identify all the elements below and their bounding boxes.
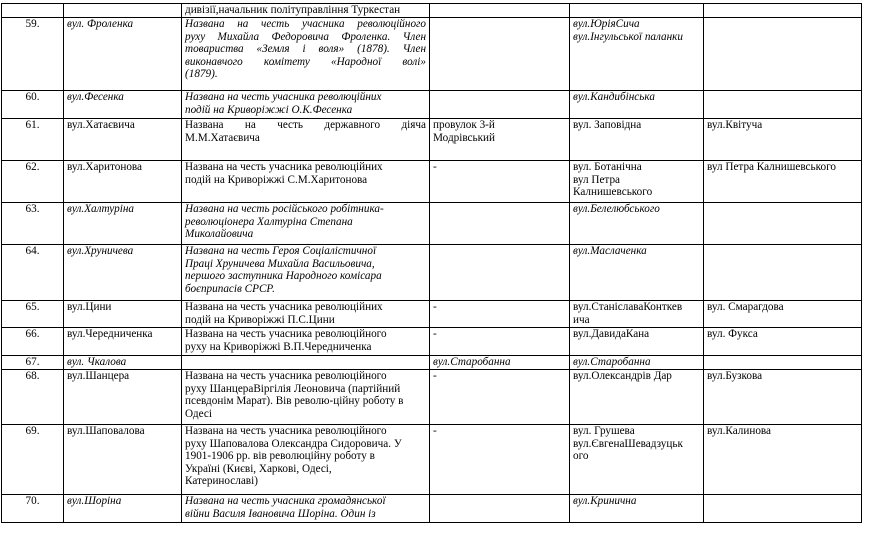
row-number: 60. [2, 91, 64, 119]
former-name-line: вул.Старобанна [433, 356, 511, 368]
proposed-name-line: вул.Олександрів Дар [573, 370, 672, 382]
former-name [430, 495, 570, 523]
proposed-name-line: вул.ДавидаКана [573, 328, 650, 340]
proposed-name-line: вул Петра [573, 173, 621, 186]
alternative-name [704, 203, 862, 245]
naming-description-line: псевдонім Марат). Вів револю-ційну роботу в [185, 395, 404, 408]
naming-description-line: першого заступника Народного комісара [185, 270, 382, 283]
former-name [430, 119, 570, 161]
table-row [2, 328, 862, 356]
row-number: 62. [2, 161, 64, 203]
naming-description [182, 356, 430, 370]
street-name: вул.Шанцера [64, 370, 182, 425]
table-row [2, 203, 862, 245]
table-row [2, 119, 862, 161]
row-number: 64. [2, 245, 64, 301]
table-row [2, 356, 862, 370]
naming-description-line: товариства «Земля і воля» (1878). Член [185, 43, 426, 56]
proposed-name-line: вул.Белелюбського [573, 203, 660, 215]
street-name: вул.Чередниченка [64, 328, 182, 356]
alternative-name [704, 425, 862, 495]
alternative-name-line: вул. Фукса [707, 328, 758, 340]
street-name: вул.Шоріна [64, 495, 182, 523]
naming-description-line: Катеринославі) [185, 475, 258, 488]
naming-description [182, 495, 430, 523]
proposed-name-line: ича [573, 313, 590, 326]
proposed-name [570, 245, 704, 301]
naming-description [182, 328, 430, 356]
alternative-name [704, 18, 862, 91]
street-name: вул.Харитонова [64, 161, 182, 203]
table-row [2, 301, 862, 328]
naming-description-line: подій на Криворіжжі П.С.Цини [185, 313, 335, 326]
alternative-name [704, 301, 862, 328]
former-name [430, 328, 570, 356]
table-row [2, 4, 862, 18]
naming-description-line: Названа на честь державного діяча [185, 119, 426, 131]
street-renaming-table [1, 3, 862, 523]
alternative-name [704, 328, 862, 356]
former-name [430, 370, 570, 425]
alternative-name-line: вул Петра Калнишевського [707, 161, 836, 173]
naming-description-line: виконавчого комітету «Народної волі» [185, 55, 426, 68]
alternative-name-line: вул. Смарагдова [707, 301, 784, 313]
naming-description-line: 1901-1906 рр. вів революційну роботу в [185, 450, 375, 463]
row-number: 59. [2, 18, 64, 91]
former-name [430, 356, 570, 370]
proposed-name [570, 119, 704, 161]
former-name [430, 91, 570, 119]
street-name: вул. Фроленка [64, 18, 182, 91]
naming-description-line: Названа на честь учасника революційного [185, 18, 426, 30]
naming-description-line: Названа на честь учасника революційного [185, 370, 387, 382]
naming-description [182, 161, 430, 203]
row-number: 69. [2, 425, 64, 495]
naming-description [182, 119, 430, 161]
naming-description-line: Україні (Києві, Харкові, Одесі, [185, 462, 332, 475]
naming-description [182, 18, 430, 91]
proposed-name [570, 328, 704, 356]
alternative-name [704, 161, 862, 203]
naming-description-line: революціонера Халтуріна Степана [185, 215, 353, 228]
former-name-line: Модрівський [433, 131, 496, 144]
table-row [2, 91, 862, 119]
row-number: 63. [2, 203, 64, 245]
proposed-name-line: вул.СтаніславаКонткев [573, 301, 683, 313]
alternative-name-line: вул.Квітуча [707, 119, 763, 131]
proposed-name-line: вул.Старобанна [573, 356, 651, 368]
former-name [430, 425, 570, 495]
naming-description [182, 425, 430, 495]
former-name [430, 245, 570, 301]
table-row [2, 245, 862, 301]
street-name: вул.Халтуріна [64, 203, 182, 245]
row-number: 66. [2, 328, 64, 356]
naming-description-line: Названа на честь учасника революційних [185, 91, 382, 103]
proposed-name [570, 161, 704, 203]
proposed-name-line: вул.Маслаченка [573, 245, 647, 257]
naming-description [182, 301, 430, 328]
proposed-name [570, 91, 704, 119]
naming-description-line: руху Михайла Федоровича Фроленка. Член [185, 30, 426, 43]
table-row [2, 425, 862, 495]
naming-description-line: Названа на честь учасника революційного [185, 425, 387, 437]
table-row [2, 161, 862, 203]
street-name: вул.Цини [64, 301, 182, 328]
former-name-line: - [433, 328, 437, 340]
naming-description-line: (1879). [185, 68, 218, 81]
table-row [2, 18, 862, 91]
table-body [2, 4, 862, 523]
proposed-name-line: вул. Заповідна [573, 119, 642, 131]
naming-description-line: Одесі [185, 407, 212, 420]
street-name: вул.Фесенка [64, 91, 182, 119]
proposed-name-line: ого [573, 450, 589, 463]
proposed-name [570, 203, 704, 245]
proposed-name [570, 425, 704, 495]
former-name-line: - [433, 370, 437, 382]
table-row [2, 370, 862, 425]
alternative-name [704, 370, 862, 425]
former-name [430, 161, 570, 203]
naming-description-line: Названа на честь учасника революційного [185, 328, 387, 340]
proposed-name-line: вул.ЄвгенаШевадзуцьк [573, 437, 683, 450]
proposed-name [570, 356, 704, 370]
former-name [430, 4, 570, 18]
alternative-name [704, 91, 862, 119]
proposed-name-line: вул.ЮріяСича [573, 18, 640, 30]
naming-description-line: Названа на честь учасника революційних [185, 301, 383, 313]
street-name [64, 4, 182, 18]
alternative-name [704, 4, 862, 18]
naming-description-line: Миколайовича [185, 228, 254, 241]
naming-description-line: боєприпасів СРСР. [185, 282, 275, 295]
former-name-line: провулок 3-й [433, 119, 495, 131]
proposed-name-line: Калнишевського [573, 186, 653, 199]
street-name: вул.Хатаєвича [64, 119, 182, 161]
naming-description-line: Названа на честь Героя Соціалістичної [185, 245, 377, 257]
naming-description-line: руху на Криворіжжі В.П.Чередниченка [185, 340, 372, 353]
former-name [430, 18, 570, 91]
table-row [2, 495, 862, 523]
row-number: 61. [2, 119, 64, 161]
alternative-name [704, 495, 862, 523]
naming-description [182, 4, 430, 18]
row-number: 68. [2, 370, 64, 425]
street-name: вул. Чкалова [64, 356, 182, 370]
former-name-line: - [433, 301, 437, 313]
naming-description-line: Названа на честь російського робітника- [185, 203, 384, 215]
naming-description-line: Праці Хруничева Михайла Васильовича, [185, 257, 375, 270]
row-number: 70. [2, 495, 64, 523]
proposed-name [570, 301, 704, 328]
naming-description-line: подій на Криворіжжі О.К.Фесенка [185, 103, 353, 116]
former-name [430, 301, 570, 328]
naming-description-line: Названа на честь учасника громадянської [185, 495, 386, 507]
proposed-name-line: вул.Кринична [573, 495, 637, 507]
alternative-name [704, 356, 862, 370]
naming-description-line: дивізії,начальник політуправління Туркестан [185, 4, 401, 16]
proposed-name [570, 370, 704, 425]
naming-description [182, 245, 430, 301]
alternative-name-line: вул.Бузкова [707, 370, 763, 382]
naming-description-line: М.М.Хатаєвича [185, 131, 260, 144]
alternative-name [704, 245, 862, 301]
proposed-name [570, 4, 704, 18]
proposed-name-line: вул. Грушева [573, 425, 635, 437]
naming-description-line: руху ШанцераВіргілія Леоновича (партійний [185, 382, 401, 395]
former-name-line: - [433, 161, 437, 173]
naming-description-line: подій на Криворіжжі С.М.Харитонова [185, 173, 368, 186]
row-number [2, 4, 64, 18]
row-number: 67. [2, 356, 64, 370]
proposed-name [570, 18, 704, 91]
proposed-name [570, 495, 704, 523]
naming-description [182, 203, 430, 245]
alternative-name [704, 119, 862, 161]
street-name: вул.Хруничева [64, 245, 182, 301]
naming-description-line: руху Шаповалова Олександра Сидоровича. У [185, 437, 402, 450]
street-name: вул.Шаповалова [64, 425, 182, 495]
naming-description-line: війни Василя Івановича Шоріна. Один із [185, 507, 376, 520]
former-name-line: - [433, 425, 437, 437]
proposed-name-line: вул.Інгульської паланки [573, 30, 684, 43]
proposed-name-line: вул. Ботанічна [573, 161, 642, 173]
former-name [430, 203, 570, 245]
naming-description-line: Названа на честь учасника революційних [185, 161, 383, 173]
row-number: 65. [2, 301, 64, 328]
alternative-name-line: вул.Калинова [707, 425, 772, 437]
naming-description [182, 370, 430, 425]
proposed-name-line: вул.Кандибінська [573, 91, 655, 103]
naming-description [182, 91, 430, 119]
